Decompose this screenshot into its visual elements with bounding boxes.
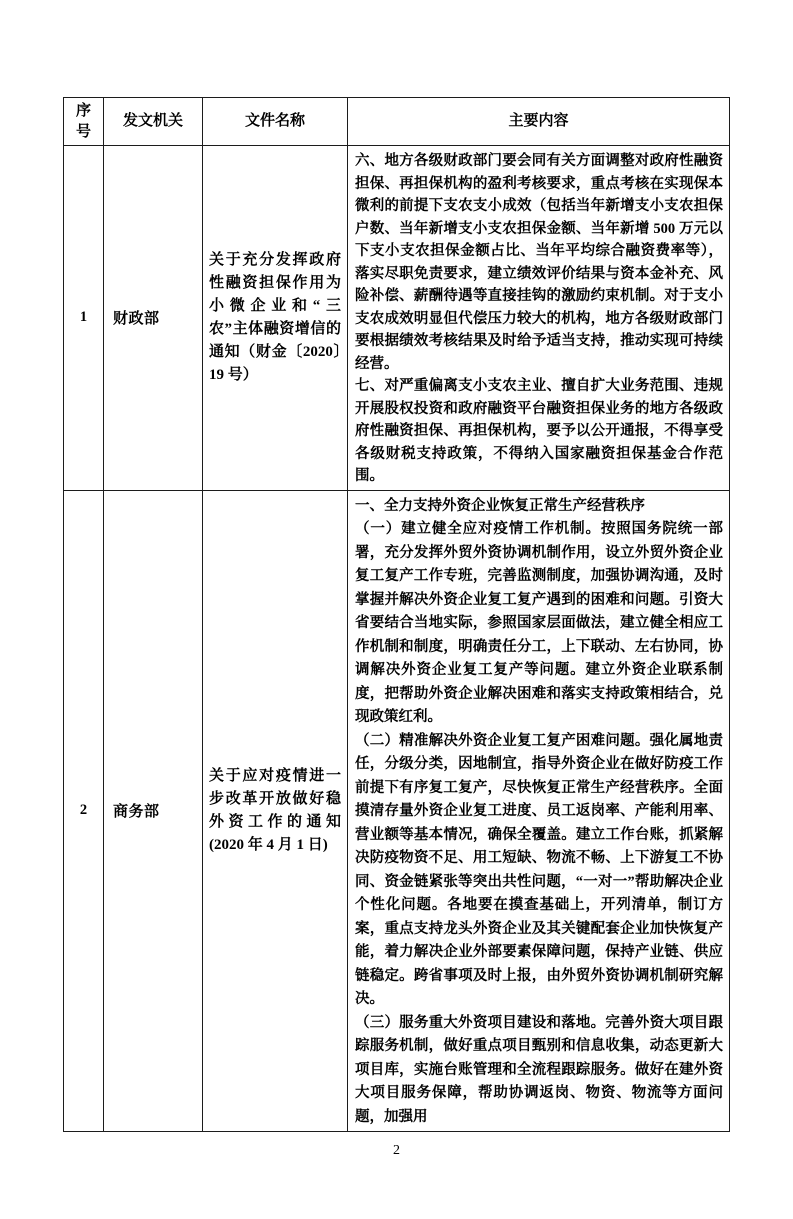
content-paragraph: （三）服务重大外资项目建设和落地。完善外资大项目跟踪服务机制，做好重点项目甄别和信息收集，动态更新大项目库，实施台账管理和全流程跟踪服务。做好在建外资大项目服务保障，帮助协调返岗、物资、物流等方面问题，加强用 [355,1014,723,1125]
page-number: 2 [393,1143,400,1158]
row2-docname: 关于应对疫情进一步改革开放做好稳外资工作的通知(2020 年 4 月 1 日) [203,490,348,1132]
header-content: 主要内容 [348,98,730,146]
row1-index: 1 [64,146,104,491]
content-paragraph: （二）精准解决外资企业复工复产困难问题。强化属地责任，分级分类，因地制宜，指导外资企业在做好防疫工作前提下有序复工复产，尽快恢复正常生产经营秩序。全面摸清存量外资企业复工进度、员工返岗率、产能利用率、营业额等基本情况，确保全覆盖。建立工作台账，抓紧解决防疫物资不足、用工短缺、物流不畅、上下游复工不协同、资金链紧张等突出共性问题，“一对一”帮助解决企业个性化问题。各地要在摸查基础上，开列清单，制订方案，重点支持龙头外资企业及其关键配套企业加快恢复产能，着力解决企业外部要素保障问题，保持产业链、供应链稳定。跨省事项及时上报，由外贸外资协调机制研究解决。 [355,732,723,1007]
header-docname: 文件名称 [203,98,348,146]
header-index [64,98,104,146]
content-paragraph: （一）建立健全应对疫情工作机制。按照国务院统一部署，充分发挥外贸外资协调机制作用，设立外贸外资企业复工复产工作专班，完善监测制度，加强协调沟通，及时掌握并解决外资企业复工复产遇到的困难和问题。引资大省要结合当地实际，参照国家层面做法，建立健全相应工作机制和制度，明确责任分工，上下联动、左右协同，协调解决外资企业复工复产等问题。建立外资企业联系制度，把帮助外资企业解决困难和落实支持政策相结合，兑现政策红利。 [355,521,723,725]
policy-table [63,97,730,1132]
row1-content [348,146,730,491]
table-row-2 [64,490,730,1132]
document-page [0,97,793,1219]
row2-content [348,490,730,1132]
content-paragraph: 六、地方各级财政部门要会同有关方面调整对政府性融资担保、再担保机构的盈利考核要求，重点考核在实现保本微利的前提下支农支小成效（包括当年新增支小支农担保户数、当年新增支小支农担保金额、当年新增 500 万元以下支小支农担保金额占比、当年平均综合融资费率等），落实尽职免责要求，建立绩效评价结果与资本金补充、风险补偿、薪酬待遇等直接挂钩的激励约束机制。对于支小支农成效明显但代偿压力较大的机构，地方各级财政部门要根据绩效考核结果及时给予适当支持，推动实现可持续经营。 [355,153,723,372]
header-agency: 发文机关 [104,98,203,146]
header-index-label: 序号 [76,102,92,140]
content-paragraph: 一、全力支持外资企业恢复正常生产经营秩序 [355,497,645,514]
table-header-row [64,98,730,146]
row2-agency: 商务部 [104,490,203,1132]
row1-docname: 关于充分发挥政府性融资担保作用为小微企业和“三农”主体融资增信的通知（财金〔2020〕19 号） [203,146,348,491]
row1-agency: 财政部 [104,146,203,491]
table-row-1 [64,146,730,491]
content-paragraph: 七、对严重偏离支小支农主业、擅自扩大业务范围、违规开展股权投资和政府融资平台融资担保业务的地方各级政府性融资担保、再担保机构，要予以公开通报，不得享受各级财税支持政策，不得纳入国家融资担保基金合作范围。 [355,378,723,484]
row2-index: 2 [64,490,104,1132]
